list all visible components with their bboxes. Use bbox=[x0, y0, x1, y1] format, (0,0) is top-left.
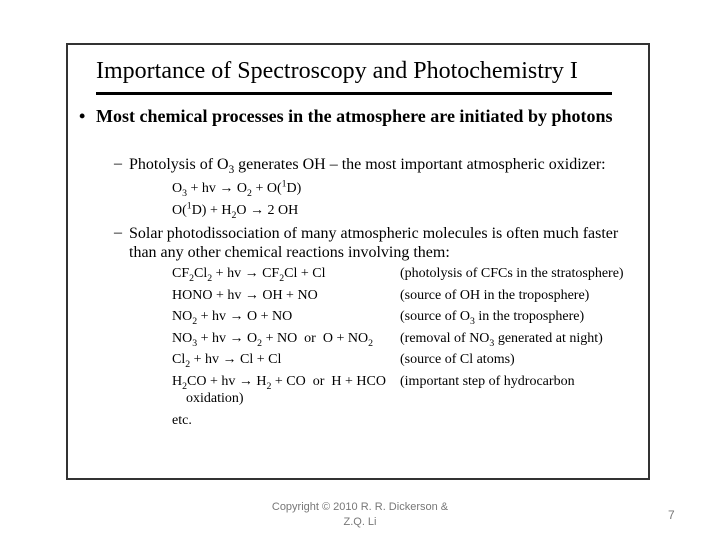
slide-title: Importance of Spectroscopy and Photochemistry I bbox=[96, 58, 578, 84]
reaction-o3-photolysis: $O_3$ + hv → $O_2 + O(^1D)$ bbox=[172, 178, 302, 199]
note-no3: (removal of $NO_3$ generated at night) bbox=[400, 331, 603, 349]
note-cfc: (photolysis of CFCs in the stratosphere) bbox=[400, 266, 624, 281]
title-underline bbox=[96, 92, 612, 95]
sub-bullet-1: Photolysis of $O_3$ generates OH – the most important atmospheric oxidizer: bbox=[129, 156, 606, 177]
copyright-line-2: Z.Q. Li bbox=[343, 516, 377, 528]
reaction-cfc: $CF_2Cl_2$ + hv → $CF_2Cl + Cl$ bbox=[172, 266, 326, 284]
sub-bullet-2: Solar photodissociation of many atmospheric molecules is often much faster than any other chemical reactions involving them: bbox=[129, 225, 619, 261]
page-number: 7 bbox=[668, 508, 675, 522]
reaction-hono: HONO + hv → OH + NO bbox=[172, 288, 318, 303]
reaction-h2co: $H_2CO$ + hv → $H_2$ + CO or H + HCO bbox=[172, 374, 386, 392]
dash-marker-2: – bbox=[114, 224, 122, 241]
reaction-no2: $NO_2$ + hv → O + NO bbox=[172, 309, 293, 327]
note-no2: (source of $O_3$ in the troposphere) bbox=[400, 309, 585, 327]
note-h2co-line1: (important step of hydrocarbon bbox=[400, 374, 575, 389]
bullet-marker: • bbox=[79, 106, 86, 126]
copyright-line-1: Copyright © 2010 R. R. Dickerson & bbox=[271, 501, 449, 513]
copyright-footer bbox=[240, 500, 480, 530]
note-hono: (source of OH in the troposphere) bbox=[400, 288, 590, 303]
note-cl2: (source of Cl atoms) bbox=[400, 352, 515, 367]
note-h2co-line2: oxidation) bbox=[186, 391, 244, 406]
etc-text: etc. bbox=[172, 413, 192, 428]
main-bullet: Most chemical processes in the atmosphere are initiated by photons bbox=[96, 106, 613, 126]
dash-marker-1: – bbox=[114, 155, 122, 172]
reaction-o1d-water: $O(^1D) + H_2O \to 2$ OH bbox=[172, 200, 299, 221]
reaction-no3: $NO_3$ + hv → $O_2$ + NO or $O + NO_2$ bbox=[172, 331, 373, 349]
reaction-cl2: $Cl_2$ + hv → Cl + Cl bbox=[172, 352, 282, 370]
